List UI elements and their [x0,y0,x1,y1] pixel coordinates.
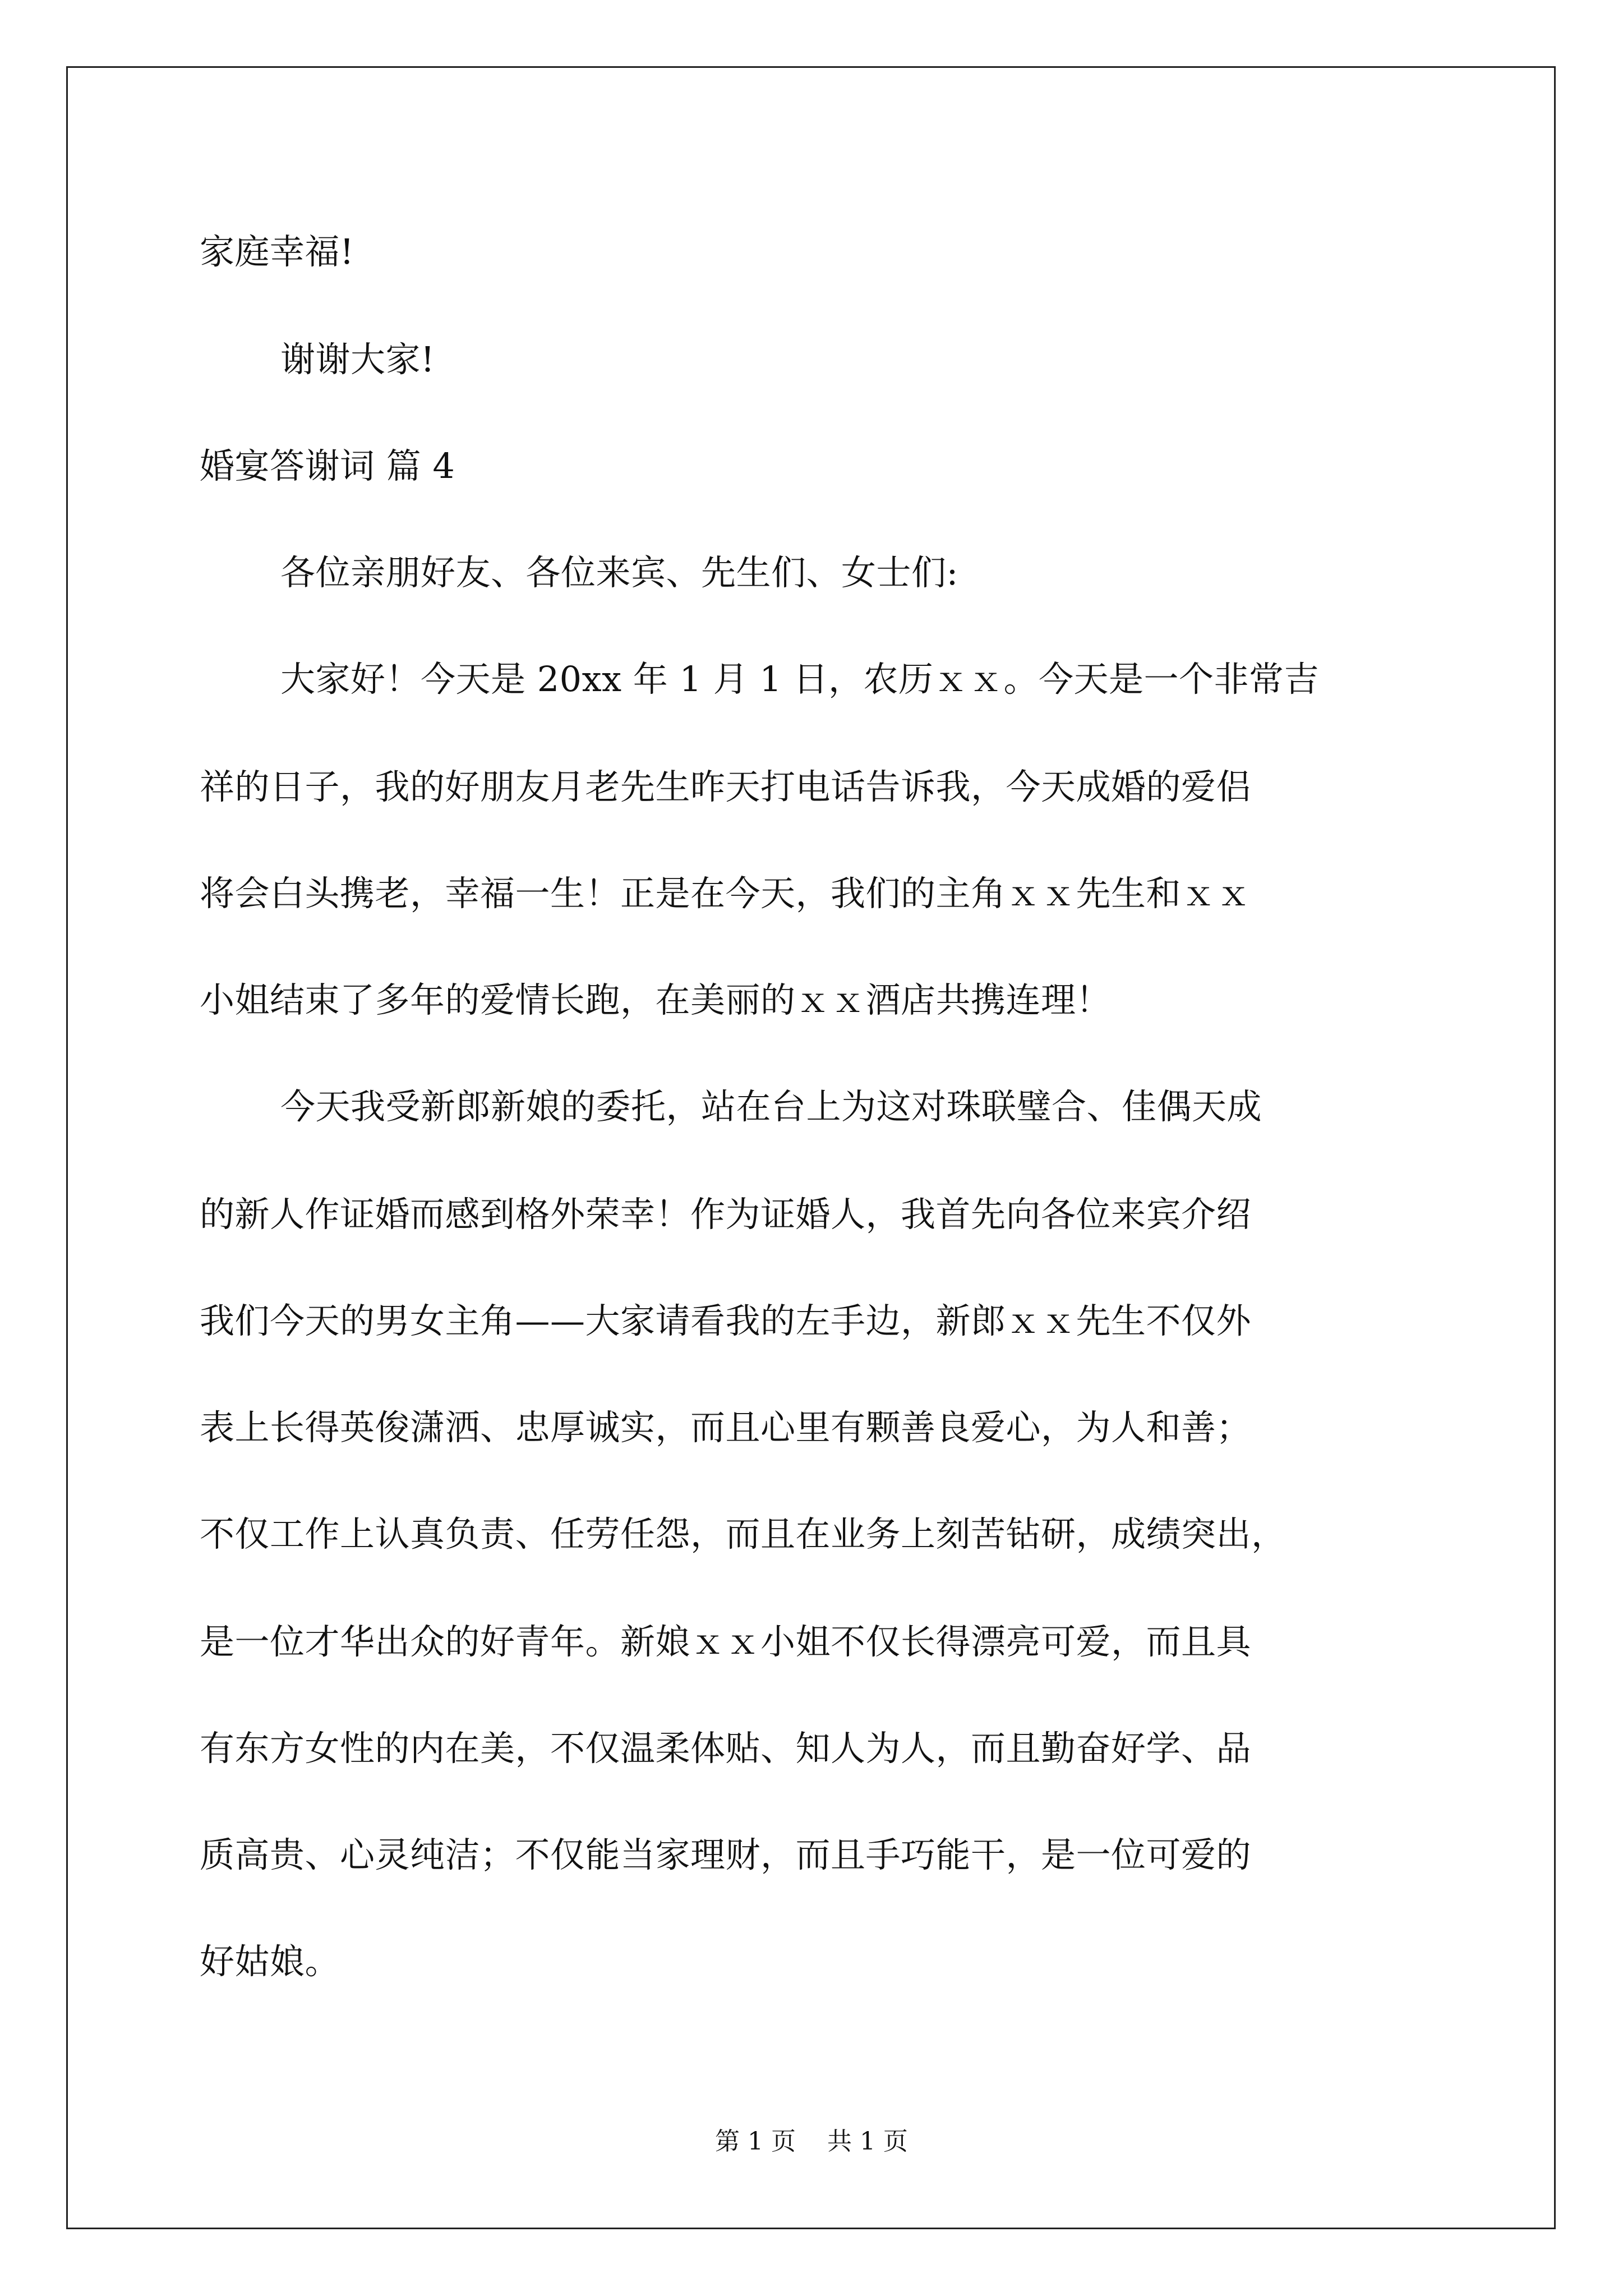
page-border [66,66,1556,2229]
section-heading: 婚宴答谢词 篇 4 [200,445,455,486]
text-line-14: 是一位才华出众的好青年。新娘ｘｘ小姐不仅长得漂亮可爱，而且具 [200,1621,1252,1662]
text-line-13: 不仅工作上认真负责、任劳任怨，而且在业务上刻苦钻研，成绩突出， [200,1513,1287,1554]
text-line-11: 我们今天的男女主角——大家请看我的左手边，新郎ｘｘ先生不仅外 [200,1300,1252,1341]
text-line-5: 大家好！今天是 20xx 年 1 月 1 日，农历ｘｘ。今天是一个非常吉 [280,659,1319,700]
text-line-8: 小姐结束了多年的爱情长跑，在美丽的ｘｘ酒店共携连理！ [200,979,1112,1020]
text-line-10: 的新人作证婚而感到格外荣幸！作为证婚人，我首先向各位来宾介绍 [200,1194,1252,1235]
text-line-16: 质高贵、心灵纯洁；不仅能当家理财，而且手巧能干，是一位可爱的 [200,1834,1252,1875]
text-line-1: 家庭幸福! [200,231,354,272]
page-footer: 第 1 页 共 1 页 [715,2127,908,2156]
text-line-15: 有东方女性的内在美，不仅温柔体贴、知人为人，而且勤奋好学、品 [200,1728,1252,1769]
text-line-6: 祥的日子，我的好朋友月老先生昨天打电话告诉我，今天成婚的爱侣 [200,766,1252,807]
text-line-7: 将会白头携老，幸福一生！正是在今天，我们的主角ｘｘ先生和ｘｘ [200,873,1252,914]
text-line-9: 今天我受新郎新娘的委托，站在台上为这对珠联璧合、佳偶天成 [280,1086,1262,1127]
text-line-2: 谢谢大家! [280,339,435,380]
text-line-12: 表上长得英俊潇洒、忠厚诚实，而且心里有颗善良爱心，为人和善； [200,1407,1252,1448]
text-line-4: 各位亲朋好友、各位来宾、先生们、女士们: [280,552,958,593]
text-line-17: 好姑娘。 [200,1941,340,1982]
